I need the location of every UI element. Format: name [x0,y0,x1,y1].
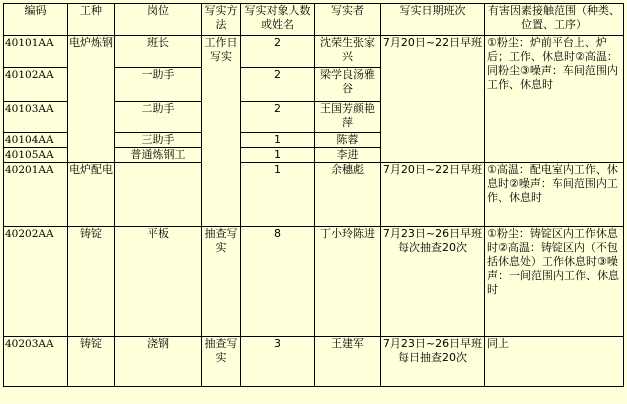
cell-type: 铸锭 [68,337,115,387]
cell-hazard: ①粉尘：炉前平台上、炉后；工作、休息时②高温：同粉尘③噪声：车间范围内工作、休息时 [485,36,624,163]
cell-method: 抽查写实 [202,227,241,337]
cell-code: 40103AA [4,102,68,133]
field-record-table [3,3,624,387]
header-row [4,4,624,36]
cell-code: 40105AA [4,148,68,163]
cell-subjects: 3 [241,337,315,387]
cell-subjects: 8 [241,227,315,337]
header-post: 岗位 [115,4,202,36]
cell-post: 三助手 [115,133,202,148]
cell-date-shift: 7月20日~22日早班 [381,163,485,227]
cell-type: 电炉炼钢 [68,36,115,163]
cell-type: 电炉配电 [68,163,115,227]
cell-subjects: 2 [241,36,315,68]
cell-recorder: 沈荣生张家兴 [315,36,381,68]
cell-recorder: 丁小玲陈进 [315,227,381,337]
cell-hazard: 同上 [485,337,624,387]
cell-recorder: 余穗彪 [315,163,381,227]
cell-subjects: 2 [241,102,315,133]
cell-post: 浇钢 [115,337,202,387]
cell-post: 二助手 [115,102,202,133]
cell-post [115,163,202,227]
cell-method: 工作日写实 [202,36,241,227]
header-date-shift: 写实日期班次 [381,4,485,36]
cell-code: 40102AA [4,68,68,102]
cell-method: 抽查写实 [202,337,241,387]
header-subjects: 写实对象人数或姓名 [241,4,315,36]
table-row [4,36,624,68]
cell-hazard: ①高温：配电室内工作、休息时②噪声：车间范围内工作、休息时 [485,163,624,227]
cell-recorder: 王国芳颜艳萍 [315,102,381,133]
cell-post: 班长 [115,36,202,68]
cell-date-shift: 7月20日~22日早班 [381,36,485,163]
table-row [4,163,624,227]
cell-code: 40203AA [4,337,68,387]
table-row [4,227,624,337]
cell-code: 40201AA [4,163,68,227]
cell-recorder: 陈蓉 [315,133,381,148]
cell-post: 平板 [115,227,202,337]
cell-code: 40202AA [4,227,68,337]
cell-date-shift: 7月23日~26日早班每日抽查20次 [381,337,485,387]
header-code: 编码 [4,4,68,36]
cell-post: 一助手 [115,68,202,102]
cell-post: 普通炼钢工 [115,148,202,163]
cell-type: 铸锭 [68,227,115,337]
cell-hazard: ①粉尘：铸锭区内工作休息时②高温：铸锭区内（不包括休息处）工作休息时③噪声：一间范围内工作、休息时 [485,227,624,337]
cell-code: 40104AA [4,133,68,148]
header-type: 工种 [68,4,115,36]
cell-recorder: 李进 [315,148,381,163]
cell-code: 40101AA [4,36,68,68]
table-row [4,337,624,387]
cell-recorder: 梁学良汤雅谷 [315,68,381,102]
cell-subjects: 1 [241,133,315,148]
cell-date-shift: 7月23日~26日早班每次抽查20次 [381,227,485,337]
header-method: 写实方法 [202,4,241,36]
cell-subjects: 2 [241,68,315,102]
header-recorder: 写实者 [315,4,381,36]
cell-subjects: 1 [241,148,315,163]
header-hazard: 有害因素接触范围（种类、位置、工序） [485,4,624,36]
cell-recorder: 王建军 [315,337,381,387]
cell-subjects: 1 [241,163,315,227]
